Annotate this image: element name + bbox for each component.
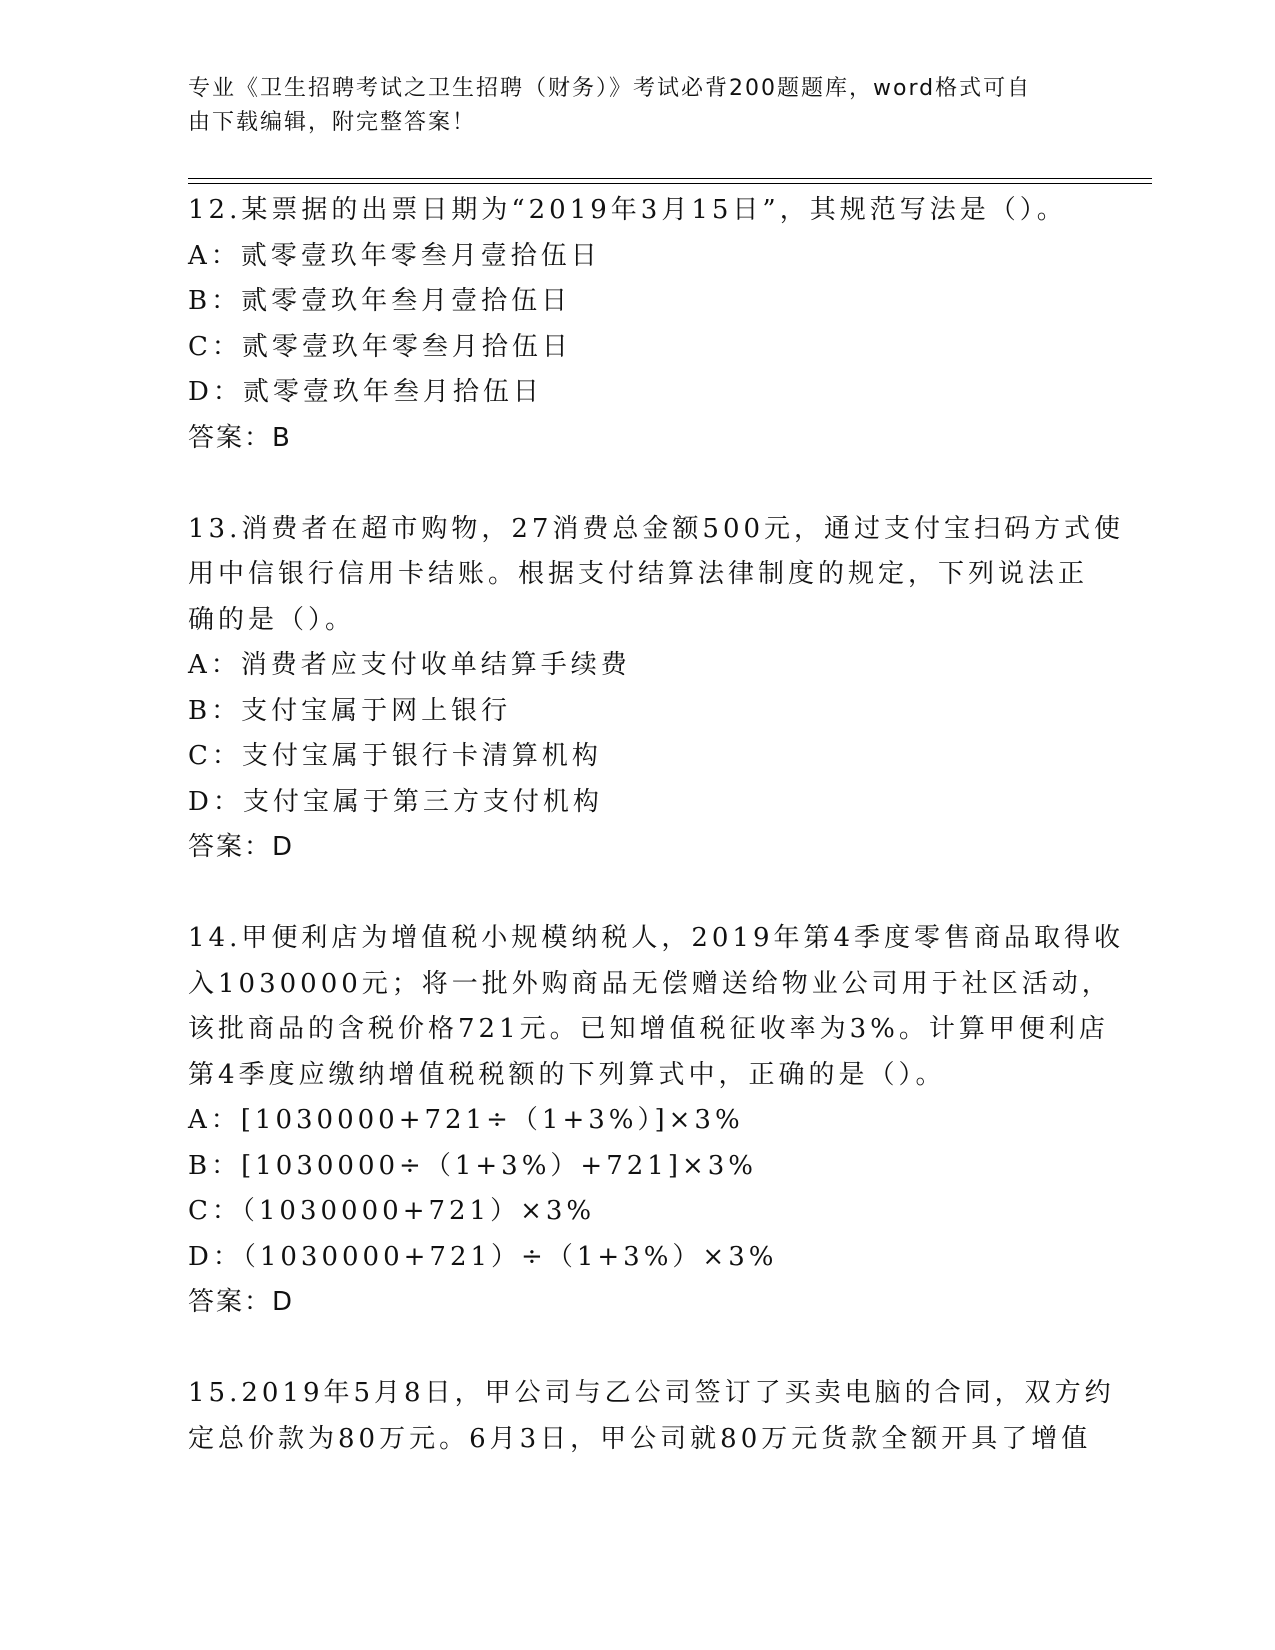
header-rule-bottom <box>188 183 1152 184</box>
question-stem-line: 定总价款为80万元。6月3日，甲公司就80万元货款全额开具了增值 <box>188 1423 1092 1454</box>
question-stem-line: 13.消费者在超市购物，27消费总金额500元，通过支付宝扫码方式使 <box>188 513 1125 544</box>
document-header <box>188 72 1068 140</box>
question-stem-line: 15.2019年5月8日，甲公司与乙公司签订了买卖电脑的合同，双方约 <box>188 1378 1115 1408</box>
question-stem-line: 用中信银行信用卡结账。根据支付结算法律制度的规定，下列说法正 <box>188 559 1089 589</box>
option-d: D：贰零壹玖年叁月拾伍日 <box>188 377 543 407</box>
option-c: C：（1030000+721）×3% <box>188 1196 596 1226</box>
question-spacer <box>188 871 1078 917</box>
option-b: B：贰零壹玖年叁月壹拾伍日 <box>188 286 572 316</box>
option-b: B：[1030000÷（1+3%）+721]×3% <box>188 1150 757 1181</box>
header-line-2: 由下载编辑，附完整答案！ <box>188 110 477 135</box>
option-d: D：支付宝属于第三方支付机构 <box>188 786 603 817</box>
option-a: A：[1030000+721÷（1+3%）]×3% <box>188 1105 744 1135</box>
question-12 <box>188 188 1078 461</box>
option-b: B：支付宝属于网上银行 <box>188 695 512 726</box>
question-list <box>188 188 1125 1462</box>
question-stem-line: 12.某票据的出票日期为“2019年3月15日”，其规范写法是（）。 <box>188 195 1067 225</box>
option-a: A：消费者应支付收单结算手续费 <box>188 650 631 680</box>
question-13 <box>188 507 1125 871</box>
header-line-1: 专业《卫生招聘考试之卫生招聘（财务）》考试必背200题题库，word格式可自 <box>188 76 1032 101</box>
answer-line: 答案：D <box>188 1287 295 1317</box>
question-stem-line: 14.甲便利店为增值税小规模纳税人，2019年第4季度零售商品取得收 <box>188 923 1125 953</box>
option-c: C：贰零壹玖年零叁月拾伍日 <box>188 331 572 362</box>
answer-line: 答案：D <box>188 832 295 862</box>
question-14 <box>188 916 1125 1326</box>
question-stem-line: 确的是（）。 <box>188 604 356 635</box>
question-spacer <box>188 461 1078 507</box>
question-15 <box>188 1371 1115 1462</box>
option-c: C：支付宝属于银行卡清算机构 <box>188 741 602 771</box>
question-stem-line: 该批商品的含税价格721元。已知增值税征收率为3%。计算甲便利店 <box>188 1014 1109 1044</box>
question-spacer <box>188 1326 1078 1372</box>
question-stem-line: 第4季度应缴纳增值税税额的下列算式中，正确的是（）。 <box>188 1059 946 1090</box>
header-rule-top <box>188 178 1152 179</box>
question-stem-line: 入1030000元；将一批外购商品无偿赠送给物业公司用于社区活动， <box>188 968 1112 999</box>
option-a: A：贰零壹玖年零叁月壹拾伍日 <box>188 240 601 271</box>
answer-line: 答案：B <box>188 422 292 453</box>
option-d: D：（1030000+721）÷（1+3%）×3% <box>188 1241 778 1272</box>
